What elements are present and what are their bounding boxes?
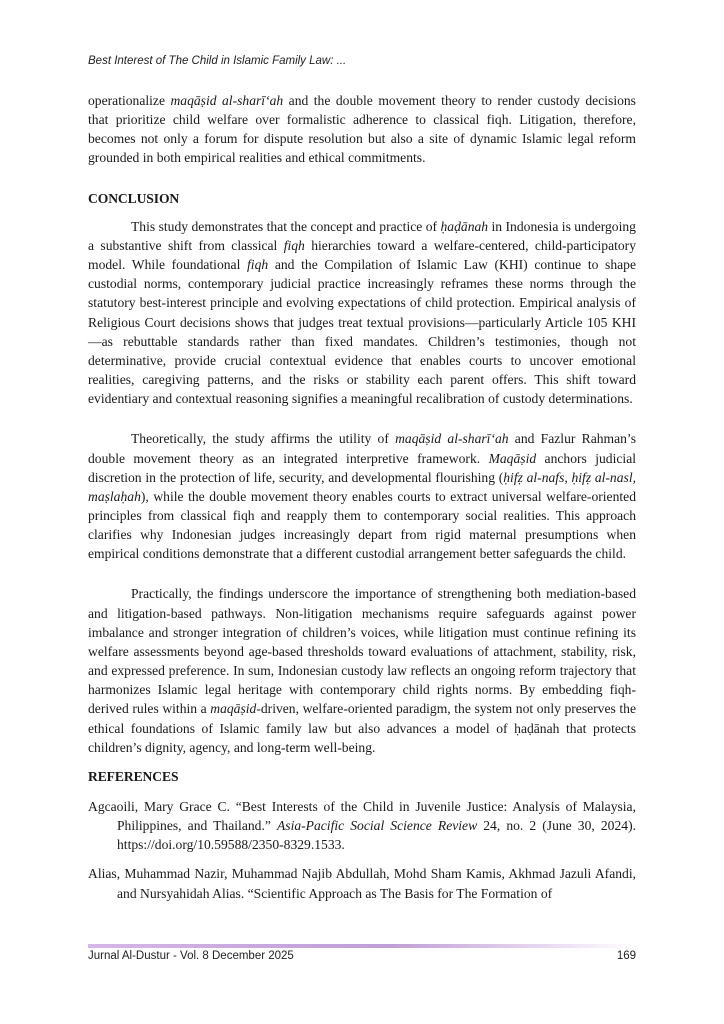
text-run: -driven, welfare-oriented paradigm, the system not only preserves the ethical foundations of Islamic family law but also advances a model of ḥaḍānah that protects children’s dignity, agency, and long-term well-being. <box>88 701 636 755</box>
text-run: and the double movement theory to render custody decisions that prioritize child welfare over formalistic adherence to classical fiqh. Litigation, therefore, becomes not only a forum for dispute resolution but also a site of dynamic Islamic legal reform grounded in both empirical realities and ethical commitments. <box>88 93 636 166</box>
references-heading: REFERENCES <box>88 768 179 784</box>
intro-paragraph <box>88 91 636 168</box>
text-run: Agcaoili, Mary Grace C. “Best Interests of the Child in Juvenile Justice: Analysis of Malaysia, Philippines, and Thailand.” <box>88 799 636 834</box>
italic-term: Maqāṣid <box>488 450 537 466</box>
italic-term: maqāṣid al-sharī‘ah <box>395 431 509 447</box>
text-run: hierarchies toward a welfare-centered, child-participatory model. While foundational <box>88 237 636 273</box>
italic-term: fiqh <box>247 257 269 273</box>
italic-term: ḥifẓ al-nafs, ḥifẓ al-nasl, maṣlaḥah <box>88 469 636 504</box>
italic-journal-title: Asia-Pacific Social Science Review <box>276 818 478 834</box>
conclusion-heading: CONCLUSION <box>88 190 180 206</box>
text-run: anchors judicial discretion in the protection of life, security, and developmental flourishing ( <box>88 450 636 485</box>
running-header-title: Best Interest of The Child in Islamic Family Law: ... <box>88 55 347 67</box>
text-run: ), while the double movement theory enables courts to extract universal welfare-oriented principles from classical fiqh and reapply them to contemporary social realities. This approach clarifies why Indonesian judges increasingly depart from rigid maternal presumptions when empirical conditions demonstrate that a different custodial arrangement better safeguards the child. <box>88 488 636 562</box>
italic-term: maqāṣid <box>210 701 257 717</box>
text-run: operationalize <box>88 93 171 108</box>
italic-term: ḥaḍānah <box>440 218 489 234</box>
conclusion-paragraph-3 <box>88 584 636 756</box>
conclusion-paragraph-2 <box>88 429 636 563</box>
footer-divider-bar <box>88 944 636 948</box>
text-run: Practically, the findings underscore the importance of strengthening both mediation-based and litigation-based pathways. Non-litigation mechanisms require safeguards against power imbalance and stronger integration of children’s voices, while litigation must continue refining its welfare assessments beyond age-based thresholds toward evaluations of attachment, stability, risk, and expressed preference. In sum, Indonesian custody law reflects an ongoing reform trajectory that harmonizes Islamic legal heritage with contemporary child rights norms. By embedding fiqh-derived rules within a <box>88 586 636 717</box>
conclusion-paragraph-1 <box>88 217 636 409</box>
text-run: This study demonstrates that the concept and practice of <box>131 218 441 234</box>
page-body <box>88 91 636 913</box>
footer-journal-info: Jurnal Al-Dustur - Vol. 8 December 2025 <box>88 950 294 962</box>
text-run: 24, no. 2 (June 30, 2024). https://doi.org/10.59588/2350-8329.1533. <box>117 818 636 853</box>
page-number: 169 <box>616 950 636 962</box>
reference-entry <box>88 864 636 902</box>
text-run: Alias, Muhammad Nazir, Muhammad Najib Abdullah, Mohd Sham Kamis, Akhmad Jazuli Afandi, and Nursyahidah Alias. “Scientific Approach as The Basis for The Formation of <box>88 866 636 901</box>
text-run: and the Compilation of Islamic Law (KHI) continue to shape custodial norms, contemporary judicial practice increasingly reframes these norms through the statutory best-interest principle and evolving expectations of child protection. Empirical analysis of Religious Court decisions shows that judges treat textual provisions—particularly Article 105 KHI—as rebuttable standards rather than fixed mandates. Children’s testimonies, though not determinative, provide crucial contextual evidence that enables courts to uncover emotional realities, caregiving patterns, and the risks or stability each parent offers. This shift toward evidentiary and contextual reasoning signifies a meaningful recalibration of custody determinations. <box>88 257 636 407</box>
text-run: in Indonesia is undergoing a substantive shift from classical <box>88 218 636 253</box>
italic-term: maqāṣid al-sharī‘ah <box>170 93 284 108</box>
text-run: and Fazlur Rahman’s double movement theory as an integrated interpretive framework. <box>88 431 636 466</box>
text-run: Theoretically, the study affirms the utility of <box>131 431 396 447</box>
italic-term: fiqh <box>283 237 305 253</box>
reference-entry <box>88 797 636 854</box>
